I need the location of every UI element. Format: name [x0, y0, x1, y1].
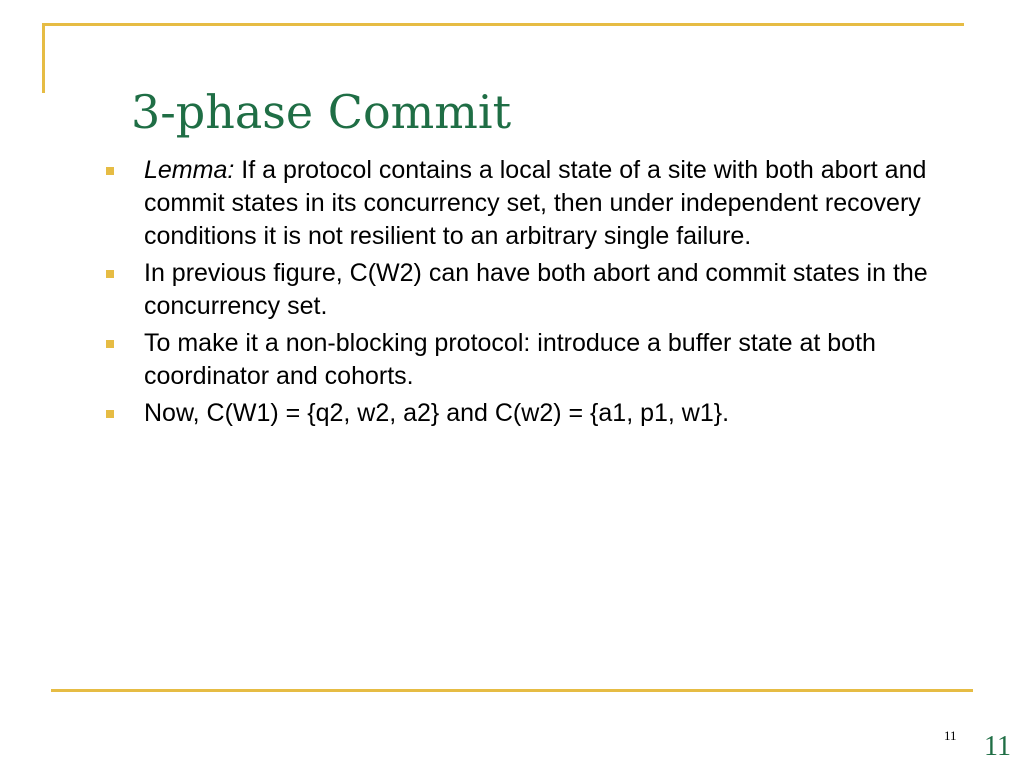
left-border-line — [42, 23, 45, 93]
bullet-text: In previous figure, C(W2) can have both abort and commit states in the concurrency set. — [144, 259, 928, 320]
slide-number-large: 11 — [984, 731, 1011, 762]
slide-title: 3-phase Commit — [131, 85, 512, 139]
bullet-square-icon — [106, 167, 114, 175]
bullet-square-icon — [106, 270, 114, 278]
bullet-square-icon — [106, 340, 114, 348]
bullet-lead: Lemma: — [144, 156, 235, 184]
footer-rule-line — [51, 689, 973, 692]
bullet-text: If a protocol contains a local state of a site with both abort and commit states in its concurrency set, then under independent recovery conditions it is not resilient to an arbitrary single failure. — [144, 156, 927, 250]
bullet-list — [104, 154, 984, 434]
bullet-text: Now, C(W1) = {q2, w2, a2} and C(w2) = {a1, p1, w1}. — [144, 399, 730, 427]
slide-number-small: 11 — [944, 728, 957, 743]
top-border-line — [42, 23, 964, 26]
bullet-item-lemma — [104, 154, 984, 253]
bullet-square-icon — [106, 410, 114, 418]
bullet-item-non-blocking — [104, 327, 984, 393]
bullet-item-previous-figure — [104, 257, 984, 323]
bullet-text: To make it a non-blocking protocol: introduce a buffer state at both coordinator and cohorts. — [144, 329, 876, 390]
bullet-item-concurrency-sets — [104, 397, 984, 430]
